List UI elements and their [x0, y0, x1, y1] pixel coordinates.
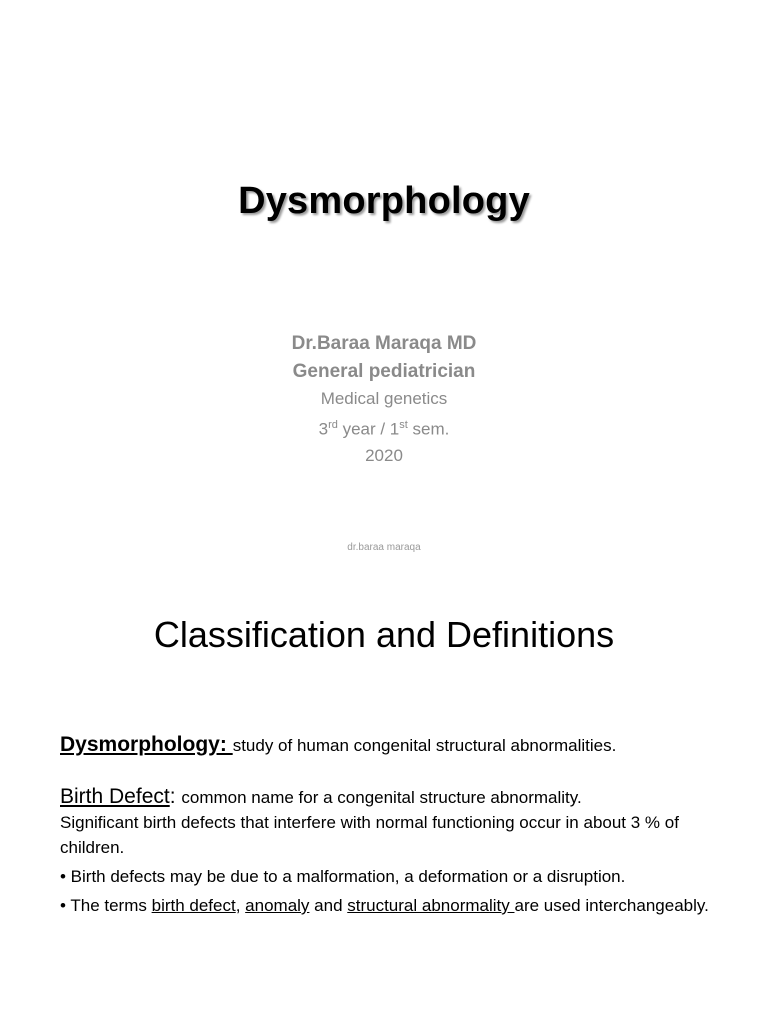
- term-birth-defect: Birth Defect: [60, 785, 170, 808]
- definition-dysmorphology: [60, 732, 740, 758]
- author-name: Dr.Baraa Maraqa MD: [291, 333, 477, 354]
- sem-sup: st: [399, 419, 408, 431]
- author-role: General pediatrician: [292, 361, 476, 382]
- separator: ,: [235, 896, 246, 915]
- separator: and: [309, 896, 348, 915]
- term-dysmorphology: Dysmorphology:: [60, 733, 233, 756]
- year-sup: rd: [328, 419, 338, 431]
- bullet-item: [60, 893, 740, 918]
- definitions-slide: [0, 576, 768, 1024]
- term-underlined: birth defect: [151, 896, 236, 915]
- course-year: 2020: [365, 445, 403, 465]
- course-term: [0, 412, 768, 443]
- slide-content: [60, 732, 740, 918]
- slide-title: Classification and Definitions: [153, 614, 615, 655]
- term-colon: :: [169, 785, 182, 808]
- definition-text: common name for a congenital structure abnormality.: [181, 788, 582, 807]
- bullet-text: • The terms: [60, 896, 152, 915]
- course-name: Medical genetics: [320, 389, 448, 408]
- bullet-item: • Birth defects may be due to a malformation, a deformation or a disruption.: [60, 867, 626, 886]
- year-mid: year / 1: [337, 419, 400, 439]
- term-underlined: structural abnormality: [347, 896, 515, 915]
- sem-suffix: sem.: [407, 419, 450, 439]
- definition-birth-defect: [60, 784, 740, 810]
- slide-title: Dysmorphology: [238, 180, 530, 222]
- birth-defect-detail: Significant birth defects that interfere with normal functioning occur in about 3 % of children.: [60, 813, 679, 857]
- definition-text: study of human congenital structural abnormalities.: [232, 736, 617, 755]
- bullet-text: are used interchangeably.: [514, 896, 709, 915]
- slide-footer: dr.baraa maraqa: [347, 542, 421, 553]
- year-prefix: 3: [318, 419, 329, 439]
- term-underlined: anomaly: [245, 896, 310, 915]
- subtitle-block: [0, 330, 768, 469]
